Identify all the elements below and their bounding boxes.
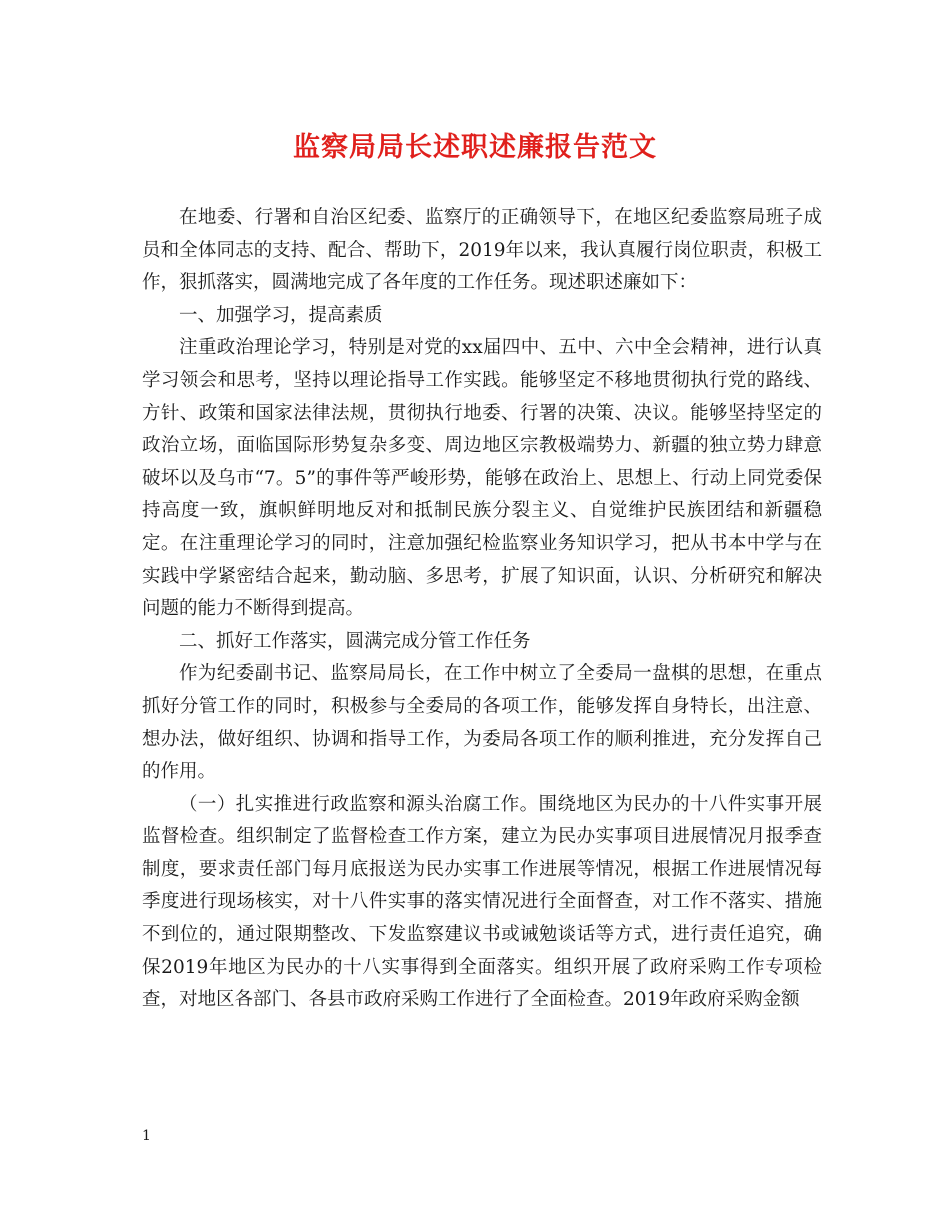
paragraph-supervision: （一）扎实推进行政监察和源头治腐工作。围绕地区为民办的十八件实事开展监督检查。组织制定了监督检查工作方案，建立为民办实事项目进展情况月报季查制度，要求责任部门每月底报送为民办实事工作进展等情况，根据工作进展情况每季度进行现场核实，对十八件实事的落实情况进行全面督查，对工作不落实、措施不到位的，通过限期整改、下发监察建议书或诫勉谈话等方式，进行责任追究，确保2019年地区为民办的十八实事得到全面落实。组织开展了政府采购工作专项检查，对地区各部门、各县市政府采购工作进行了全面检查。2019年政府采购金额 [142, 793, 822, 1011]
section-heading-1: 一、加强学习，提高素质 [179, 304, 383, 326]
paragraph-role: 作为纪委副书记、监察局局长，在工作中树立了全委局一盘棋的思想，在重点抓好分管工作的同时，积极参与全委局的各项工作，能够发挥自身特长，出注意、想办法，做好组织、协调和指导工作，为委局各项工作的顺利推进，充分发挥自己的作用。 [142, 663, 822, 783]
paragraph-study: 注重政治理论学习，特别是对党的xx届四中、五中、六中全会精神，进行认真学习领会和思考，坚持以理论指导工作实践。能够坚定不移地贯彻执行党的路线、方针、政策和国家法律法规，贯彻执行地委、行署的决策、决议。能够坚持坚定的政治立场，面临国际形势复杂多变、周边地区宗教极端势力、新疆的独立势力肆意破坏以及乌市“7。5”的事件等严峻形势，能够在政治上、思想上、行动上同党委保持高度一致，旗帜鲜明地反对和抵制民族分裂主义、自觉维护民族团结和新疆稳定。在注重理论学习的同时，注意加强纪检监察业务知识学习，把从书本中学与在实践中学紧密结合起来，勤动脑、多思考，扩展了知识面，认识、分析研究和解决问题的能力不断得到提高。 [142, 337, 822, 620]
section-heading-2: 二、抓好工作落实，圆满完成分管工作任务 [179, 630, 531, 652]
paragraph-intro: 在地委、行署和自治区纪委、监察厅的正确领导下，在地区纪委监察局班子成员和全体同志的支持、配合、帮助下，2019年以来，我认真履行岗位职责，积极工作，狠抓落实，圆满地完成了各年度的工作任务。现述职述廉如下： [142, 207, 822, 294]
document-title: 监察局局长述职述廉报告范文 [293, 132, 657, 163]
document-body [142, 202, 822, 1017]
page-number: 1 [142, 1128, 151, 1144]
